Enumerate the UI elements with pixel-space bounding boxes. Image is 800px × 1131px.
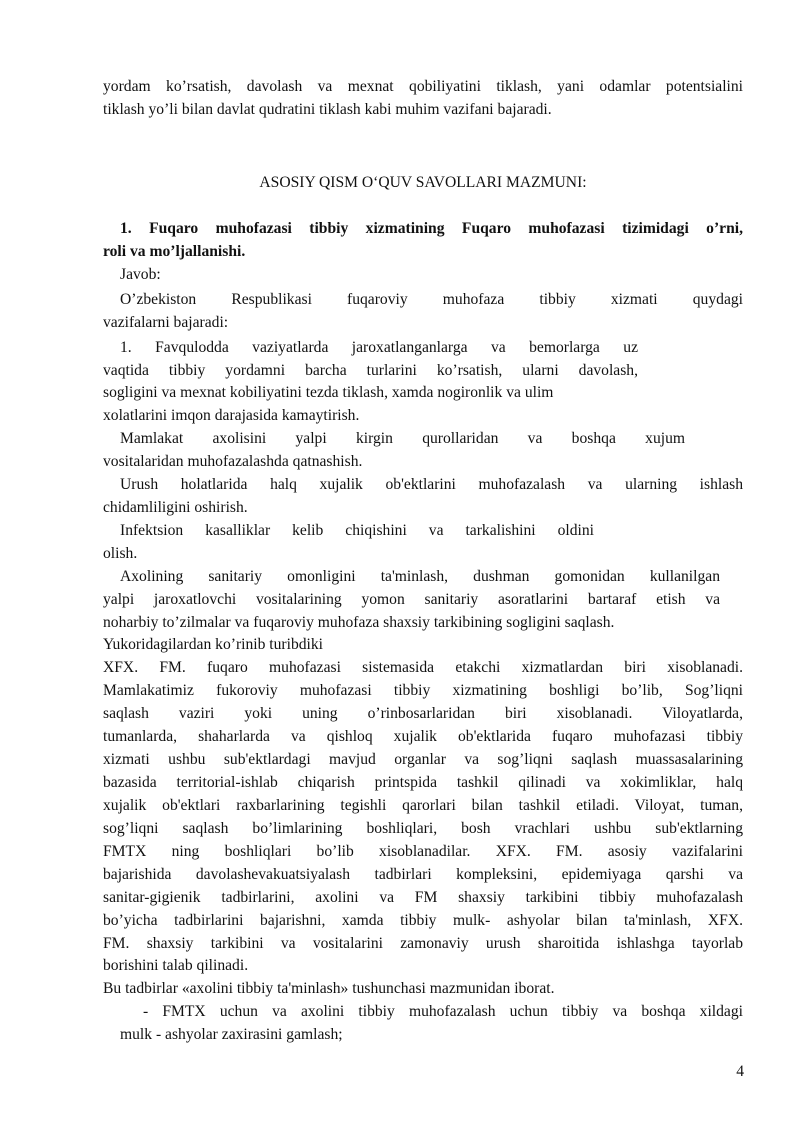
text-line: FMTX ning boshliqlari bo’lib xisoblanadilar. XFX. FM. asosiy vazifalarini <box>103 843 743 860</box>
text-line: FM. shaxsiy tarkibini va vositalarini zamonaviy urush sharoitida ishlashga tayorlab <box>103 935 743 952</box>
text-line: bo’yicha tadbirlarini bajarishni, xamda tibbiy mulk- ashyolar bilan ta'minlash, XFX. <box>103 912 743 929</box>
text-line: xujalik ob'ektlari raxbarlarining tegishli qarorlari bilan tashkil etiladi. Viloyat, tuman, <box>103 797 743 814</box>
question-title-line: 1. Fuqaro muhofazasi tibbiy xizmatining Fuqaro muhofazasi tizimidagi o’rni, <box>120 220 743 237</box>
text-line: O’zbekiston Respublikasi fuqaroviy muhofaza tibbiy xizmati quydagi <box>120 291 743 308</box>
page-number: 4 <box>736 1063 744 1080</box>
text-line: borishini talab qilinadi. <box>103 957 249 974</box>
text-line: chidamliligini oshirish. <box>103 499 248 516</box>
text-line: Urush holatlarida halq xujalik ob'ektlarini muhofazalash va ularning ishlash <box>120 476 743 493</box>
bullet-item-line: mulk - ashyolar zaxirasini gamlash; <box>120 1026 343 1043</box>
text-line: saqlash vaziri yoki uning o’rinbosarlaridan biri xisoblanadi. Viloyatlarda, <box>103 705 743 722</box>
text-line: yalpi jaroxatlovchi vositalarining yomon sanitariy asoratlarini bartaraf etish va <box>103 591 720 608</box>
list-item-line: vaqtida tibbiy yordamni barcha turlarini ko’rsatish, ularni davolash, <box>103 362 638 379</box>
text-line: yordam ko’rsatish, davolash va mexnat qobiliyatini tiklash, yani odamlar potentsialini <box>103 78 743 95</box>
text-line: tumanlarda, shaharlarda va qishloq xujalik ob'ektlarida fuqaro muhofazasi tibbiy <box>103 728 743 745</box>
text-line: sog’liqni saqlash bo’limlarining boshliqlari, bosh vrachlari ushbu sub'ektlarning <box>103 820 743 837</box>
list-item-line: sogligini va mexnat kobiliyatini tezda tiklash, xamda nogironlik va ulim <box>103 384 554 401</box>
bullet-item-line: - FMTX uchun va axolini tibbiy muhofazalash uchun tibbiy va boshqa xildagi <box>143 1003 743 1020</box>
text-line: XFX. FM. fuqaro muhofazasi sistemasida etakchi xizmatlardan biri xisoblanadi. <box>103 659 743 676</box>
list-item-line: xolatlarini imqon darajasida kamaytirish. <box>103 407 360 424</box>
text-line: Infektsion kasalliklar kelib chiqishini va tarkalishini oldini <box>120 522 594 539</box>
text-line: bazasida territorial-ishlab chiqarish printspida tashkil qilinadi va xokimliklar, halq <box>103 774 743 791</box>
text-line: Bu tadbirlar «axolini tibbiy ta'minlash» tushunchasi mazmunidan iborat. <box>103 980 555 997</box>
text-line: sanitar-gigienik tadbirlarini, axolini va FM shaxsiy tarkibini tibbiy muhofazalash <box>103 889 743 906</box>
text-line: bajarishida davolashevakuatsiyalash tadbirlari kompleksini, epidemiyaga qarshi va <box>103 866 743 883</box>
section-heading: ASOSIY QISM O‘QUV SAVOLLARI MAZMUNI: <box>259 174 587 191</box>
answer-label: Javob: <box>120 266 161 283</box>
question-title-line: roli va mo’ljallanishi. <box>103 243 246 260</box>
text-line: olish. <box>103 545 138 562</box>
text-line: Yukoridagilardan ko’rinib turibdiki <box>103 636 324 653</box>
text-line: vazifalarni bajaradi: <box>103 314 229 331</box>
text-line: Mamlakatimiz fukoroviy muhofazasi tibbiy xizmatining boshligi bo’lib, Sog’liqni <box>103 682 743 699</box>
text-line: xizmati ushbu sub'ektlardagi mavjud organlar va sog’liqni saqlash muassasalarining <box>103 751 743 768</box>
text-line: Mamlakat axolisini yalpi kirgin qurollaridan va boshqa xujum <box>120 430 685 447</box>
text-line: noharbiy to’zilmalar va fuqaroviy muhofaza shaxsiy tarkibining sogligini saqlash. <box>103 614 615 631</box>
list-item-line: 1. Favqulodda vaziyatlarda jaroxatlanganlarga va bemorlarga uz <box>120 339 638 356</box>
text-line: Axolining sanitariy omonligini ta'minlash, dushman gomonidan kullanilgan <box>120 568 720 585</box>
text-line: vositalaridan muhofazalashda qatnashish. <box>103 453 363 470</box>
text-line: tiklash yo’li bilan davlat qudratini tiklash kabi muhim vazifani bajaradi. <box>103 101 552 118</box>
